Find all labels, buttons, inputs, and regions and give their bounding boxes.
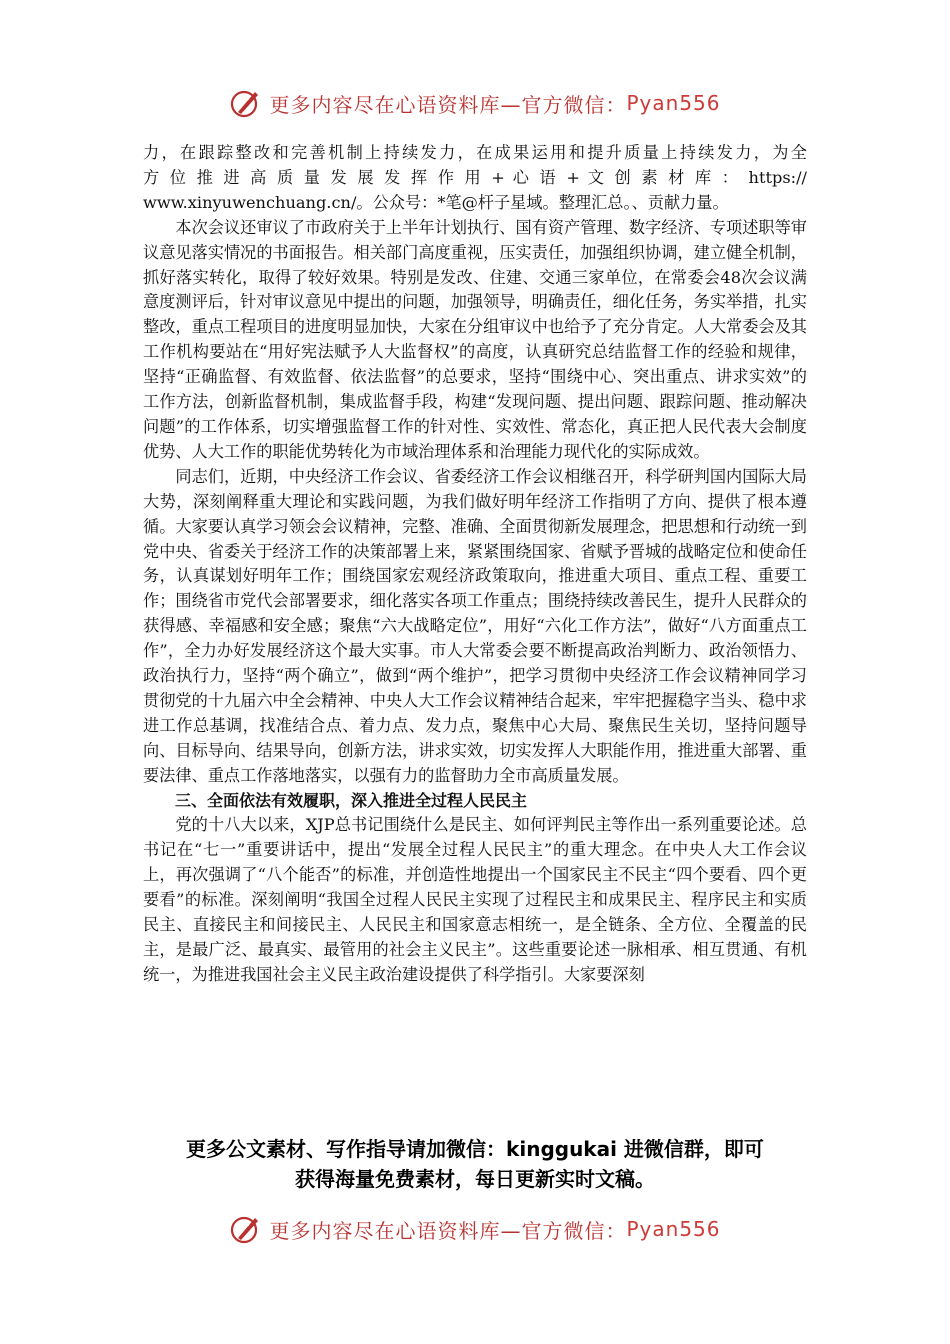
paragraph-2: 同志们，近期，中央经济工作会议、省委经济工作会议相继召开，科学研判国内国际大局大势，深刻阐释重大理论和实践问题，为我们做好明年经济工作指明了方向、提供了根本遵循。大家要认真学习领会会议精神，完整、准确、全面贯彻新发展理念，把思想和行动统一到党中央、省委关于经济工作的决策部署上来，紧紧围绕国家、省赋予晋城的战略定位和使命任务，认真谋划好明年工作；围绕国家宏观经济政策取向，推进重大项目、重点工程、重要工作；围绕省市党代会部署要求，细化落实各项工作重点；围绕持续改善民生，提升人民群众的获得感、幸福感和安全感；聚焦“六大战略定位”，用好“六化工作方法”，做好“八方面重点工作”，全力办好发展经济这个最大实事。市人大常委会要不断提高政治判断力、政治领悟力、政治执行力，坚持“两个确立”，做到“两个维护”，把学习贯彻中央经济工作会议精神同学习贯彻党的十九届六中全会精神、中央人大工作会议精神结合起来，牢牢把握稳字当头、稳中求进工作总基调，找准结合点、着力点、发力点，聚焦中心大局、聚焦民生关切，坚持问题导向、目标导向、结果导向，创新方法，讲求实效，切实发挥人大职能作用，推进重大部署、重要法律、重点工作落地落实，以强有力的监督助力全市高质量发展。 (143, 466, 807, 785)
paragraph-0-line-2: 方 位 推 进 高 质 量 发 展 发 挥 作 用 + 心 语 + 文 创 素 材 库 ： https:// (143, 167, 807, 187)
promo-line-2: 获得海量免费素材，每日更新实时文稿。 (295, 1167, 655, 1191)
footer-banner-text: 更多内容尽在心语资料库—官方微信： (269, 1218, 627, 1243)
paragraph-3: 党的十八大以来，XJP总书记围绕什么是民主、如何评判民主等作出一系列重要论述。总书记在“七一”重要讲话中，提出“发展全过程人民民主”的重大理念。在中央人大工作会议上，再次强调了“八个能否”的标准，并创造性地提出一个国家民主不民主“四个要看、四个更要看”的标准。深刻阐明“我国全过程人民民主实现了过程民主和成果民主、程序民主和实质民主、直接民主和间接民主、人民民主和国家意志相统一，是全链条、全方位、全覆盖的民主，是最广泛、最真实、最管用的社会主义民主”。这些重要论述一脉相承、相互贯通、有机统一，为推进我国社会主义民主政治建设提供了科学指引。大家要深刻 (143, 815, 807, 984)
paragraph-1: 本次会议还审议了市政府关于上半年计划执行、国有资产管理、数字经济、专项述职等审议意见落实情况的书面报告。相关部门高度重视，压实责任，加强组织协调，建立健全机制，抓好落实转化，取得了较好效果。特别是发改、住建、交通三家单位，在常委会48次会议满意度测评后，针对审议意见中提出的问题，加强领导，明确责任，细化任务，务实举措，扎实整改，重点工程项目的进度明显加快，大家在分组审议中也给予了充分肯定。人大常委会及其工作机构要站在“用好宪法赋予人大监督权”的高度，认真研究总结监督工作的经验和规律，坚持“正确监督、有效监督、依法监督”的总要求，坚持“围绕中心、突出重点、讲求实效”的工作方法，创新监督机制，集成监督手段，构建“发现问题、提出问题、跟踪问题、推动解决问题”的工作体系，切实增强监督工作的针对性、实效性、常态化，真正把人民代表大会制度优势、人大工作的职能优势转化为市域治理体系和治理能力现代化的实际成效。 (143, 217, 807, 461)
header-banner-wechat: Pyan556 (626, 91, 721, 115)
paragraph-0-line-3: www.xinyuwenchuang.cn/。公众号：*笔@杆子星域。整理汇总。、贡献力量。 (143, 192, 729, 212)
promo-text (0, 1134, 950, 1194)
document-body (143, 141, 807, 988)
header-banner (0, 86, 950, 120)
paragraph-0-line-1: 力，在跟踪整改和完善机制上持续发力，在成果运用和提升质量上持续发力，为全 (143, 143, 807, 162)
header-banner-text: 更多内容尽在心语资料库—官方微信： (269, 92, 627, 117)
footer-banner (0, 1212, 950, 1246)
section-heading-3: 三、全面依法有效履职，深入推进全过程人民民主 (175, 790, 528, 810)
footer-banner-wechat: Pyan556 (626, 1217, 721, 1241)
pen-logo-icon (229, 86, 263, 120)
promo-line-1: 更多公文素材、写作指导请加微信：kinggukai 进微信群，即可 (186, 1137, 764, 1161)
pen-logo-icon (229, 1212, 263, 1246)
